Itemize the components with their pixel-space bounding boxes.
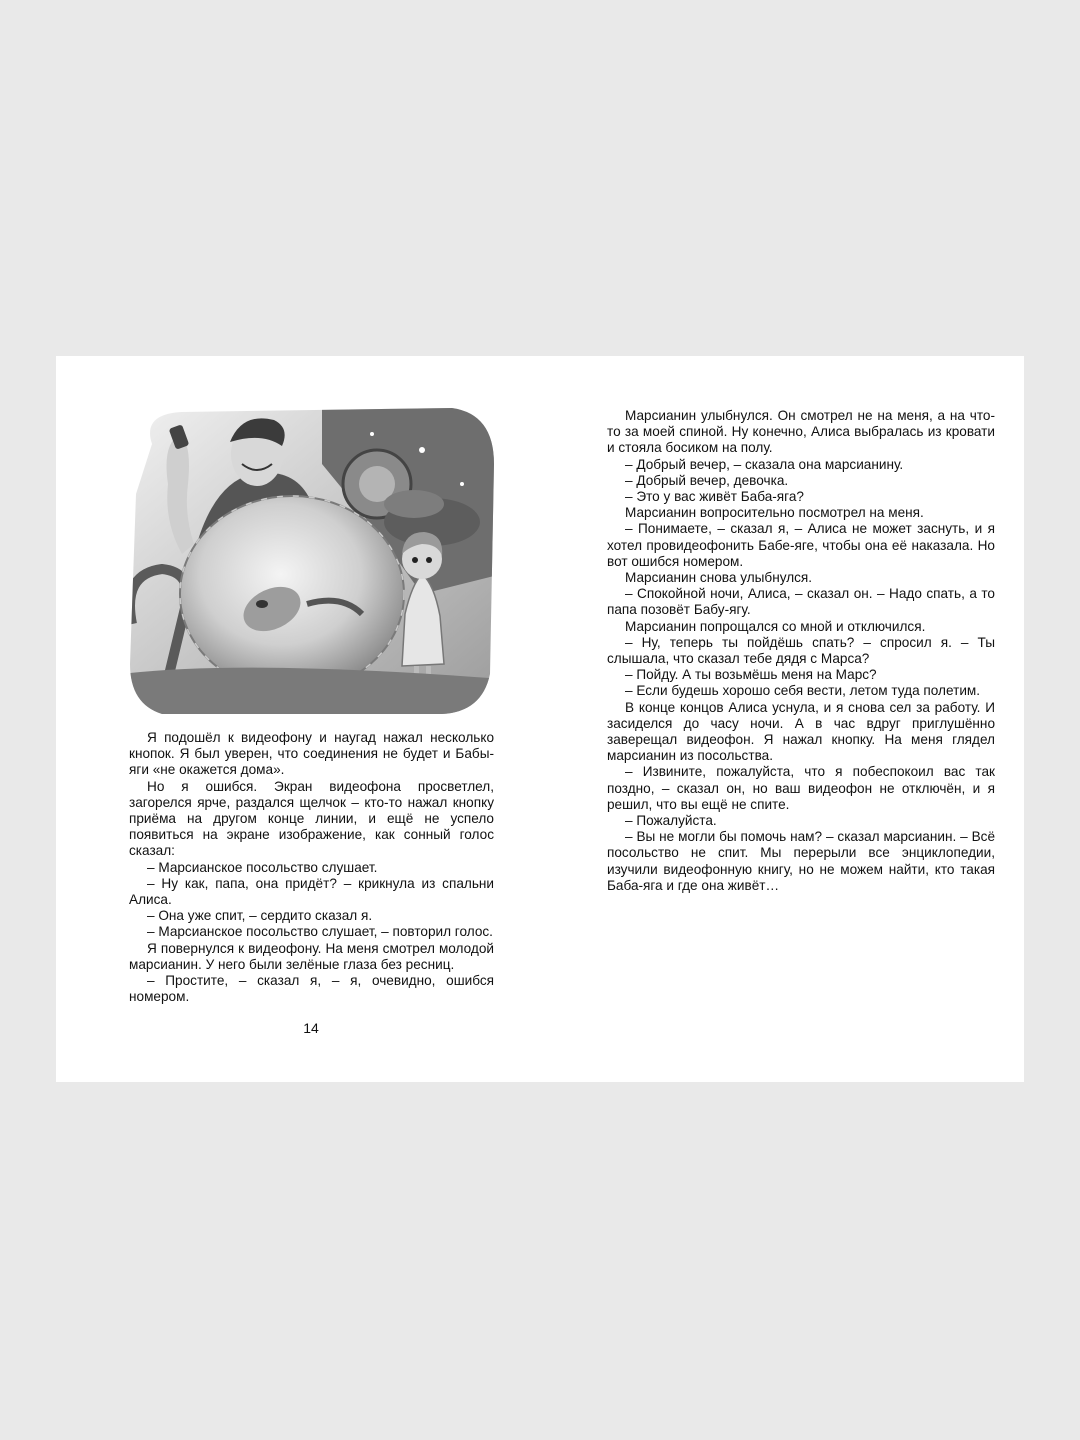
paragraph: Марсианин улыбнулся. Он смотрел не на меня, а на что-то за моей спиной. Ну конечно, Алиса выбралась из кровати и стояла босиком на полу. bbox=[607, 408, 995, 456]
paragraph: – Добрый вечер, девочка. bbox=[625, 472, 789, 488]
right-page-text bbox=[607, 408, 995, 894]
illustration bbox=[122, 404, 502, 714]
paragraph: – Извините, пожалуйста, что я побеспокоил вас так поздно, – сказал он, но ваш видеофон не отключён, и я решил, что вы ещё не спите. bbox=[607, 764, 995, 812]
paragraph: Я повернулся к видеофону. На меня смотрел молодой марсианин. У него были зелёные глаза без ресниц. bbox=[129, 940, 494, 972]
paragraph: Марсианин снова улыбнулся. bbox=[625, 570, 813, 586]
book-spread bbox=[56, 356, 1024, 1082]
left-page bbox=[56, 356, 540, 1082]
paragraph: – Если будешь хорошо себя вести, летом туда полетим. bbox=[625, 683, 981, 699]
paragraph: Я подошёл к видеофону и наугад нажал несколько кнопок. Я был уверен, что соединения не будет и Бабы-яги «не окажется дома». bbox=[129, 730, 494, 778]
paragraph: – Понимаете, – сказал я, – Алиса не может заснуть, и я хотел провидеофонить Бабе-яге, чтобы она её наказала. Но вот ошибся номером. bbox=[607, 521, 995, 569]
paragraph: – Марсианское посольство слушает. bbox=[147, 859, 378, 875]
paragraph: Но я ошибся. Экран видеофона просветлел, загорелся ярче, раздался щелчок – кто-то нажал кнопку приёма на другом конце линии, и ещё не успело появиться на экране изображение, как сонный голос сказал: bbox=[129, 778, 494, 859]
paragraph: – Она уже спит, – сердито сказал я. bbox=[147, 908, 373, 924]
paragraph: – Пожалуйста. bbox=[625, 813, 717, 829]
paragraph: В конце концов Алиса уснула, и я снова сел за работу. И засиделся до часу ночи. А в час вдруг приглушённо заверещал видеофон. Я нажал кнопку. На меня глядел марсианин из посольства. bbox=[607, 699, 995, 764]
paragraph: – Ну как, папа, она придёт? – крикнула из спальни Алиса. bbox=[129, 875, 494, 908]
paragraph: – Марсианское посольство слушает, – повторил голос. bbox=[147, 924, 493, 940]
paragraph: – Вы не могли бы помочь нам? – сказал марсианин. – Всё посольство не спит. Мы перерыли все энциклопедии, изучили видеофонную книгу, но не можем найти, кто такая Баба-яга и где она живёт… bbox=[607, 829, 995, 893]
page-number: 14 bbox=[303, 1020, 319, 1036]
paragraph: Марсианин попрощался со мной и отключился. bbox=[625, 618, 926, 634]
paragraph: – Ну, теперь ты пойдёшь спать? – спросил я. – Ты слышала, что сказал тебе дядя с Марса? bbox=[607, 634, 995, 667]
paragraph: – Это у вас живёт Баба-яга? bbox=[625, 489, 804, 505]
right-page bbox=[540, 356, 1024, 1082]
left-page-text bbox=[129, 730, 494, 1005]
paragraph: – Спокойной ночи, Алиса, – сказал он. – Надо спать, а то папа позовёт Бабу-ягу. bbox=[607, 586, 995, 618]
paragraph: – Пойду. А ты возьмёшь меня на Марс? bbox=[625, 667, 877, 683]
paragraph: – Добрый вечер, – сказала она марсианину. bbox=[625, 456, 904, 472]
paragraph: Марсианин вопросительно посмотрел на меня. bbox=[625, 505, 924, 521]
paragraph: – Простите, – сказал я, – я, очевидно, ошибся номером. bbox=[129, 973, 494, 1005]
